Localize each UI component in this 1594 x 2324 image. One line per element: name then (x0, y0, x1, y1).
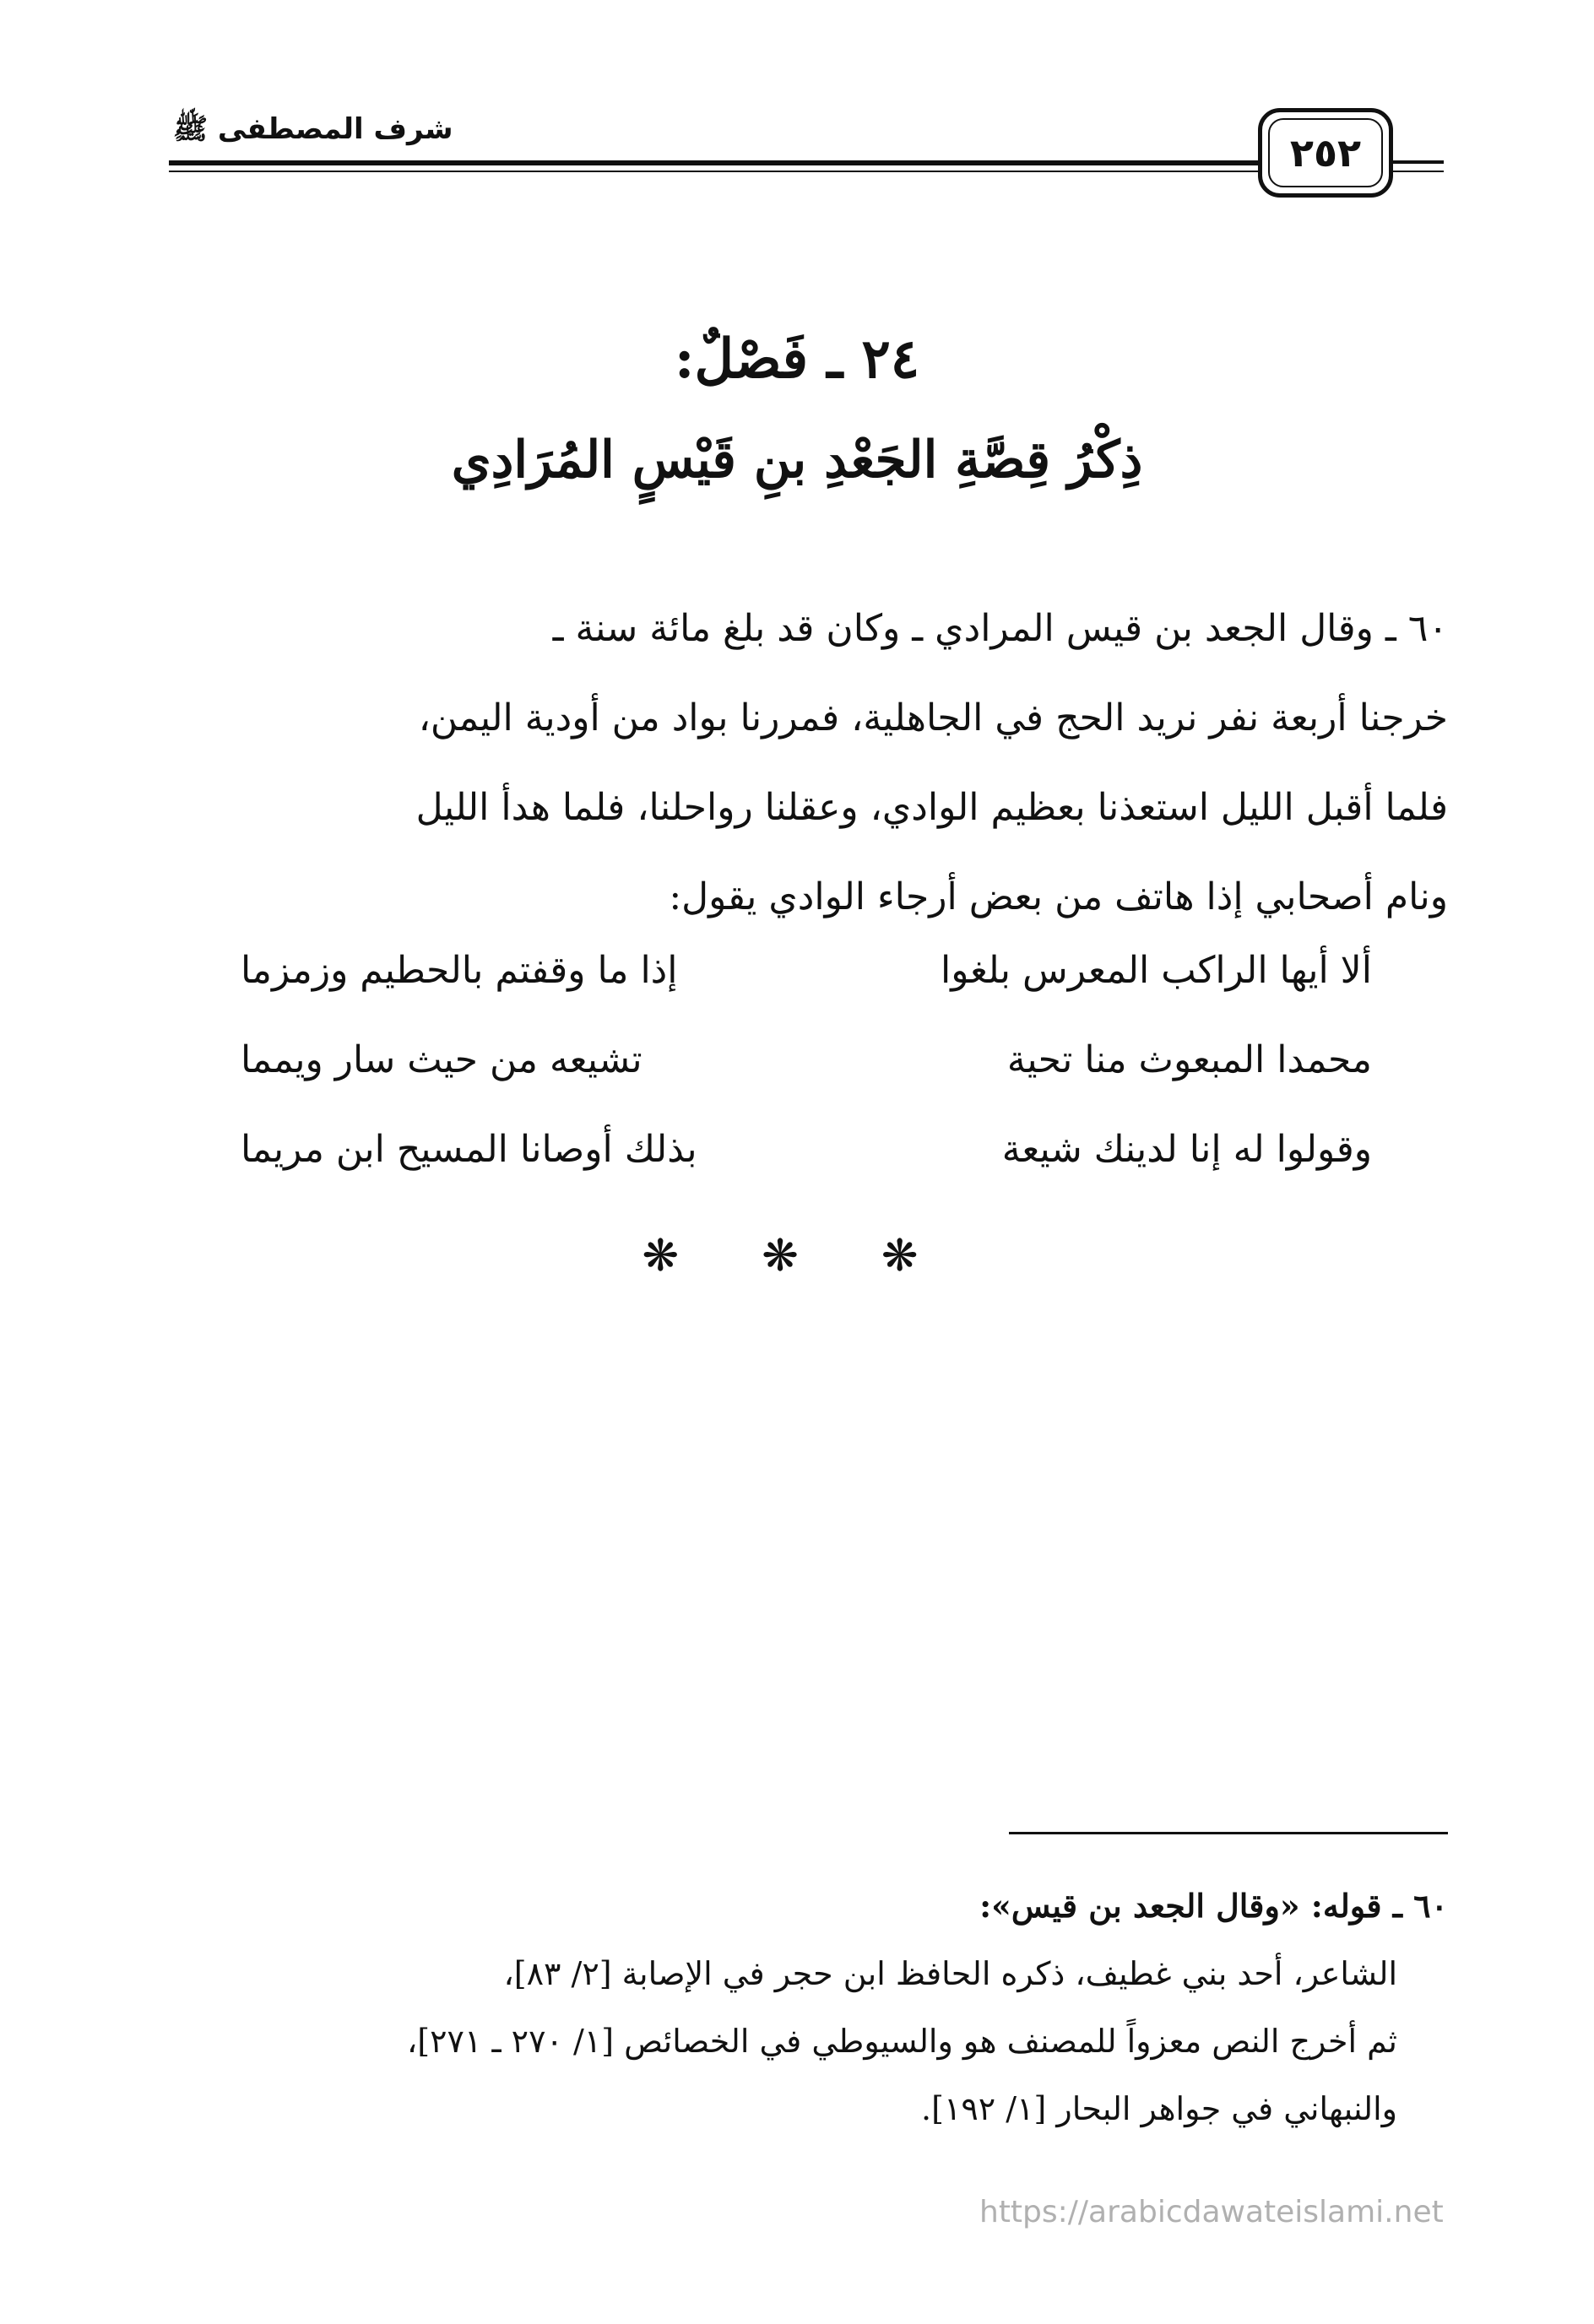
running-title: شرف المصطفى ﷺ (173, 112, 453, 146)
footnotes (160, 1872, 1448, 2143)
poem-first-hemistich: وقولوا له إنا لدينك شيعة (1001, 1127, 1372, 1171)
chapter-number-title: ٢٤ ـ فَصْلٌ: (674, 328, 920, 391)
poem-second-hemistich: بذلك أوصانا المسيح ابن مريما (241, 1127, 697, 1171)
footnote-line: ثم أخرج النص معزواً للمصنف هو والسيوطي في الخصائص [١/ ٢٧٠ ـ ٢٧١]، (407, 2023, 1397, 2060)
footnote-line: والنبهاني في جواهر البحار [١/ ١٩٢]. (921, 2090, 1397, 2127)
header-rule-thick (169, 160, 1258, 165)
poem-second-hemistich: تشيعه من حيث سار ويمما (241, 1037, 642, 1081)
watermark-url: https://arabicdawateislami.net (979, 2195, 1444, 2229)
body-paragraph (156, 584, 1448, 942)
poem-verse (241, 1104, 1372, 1194)
poem-verse (241, 1015, 1372, 1104)
footnote-heading: ٦٠ ـ قوله: «وقال الجعد بن قيس»: (979, 1887, 1448, 1925)
poem-second-hemistich: إذا ما وقفتم بالحطيم وزمزما (241, 948, 678, 992)
body-line: ٦٠ ـ وقال الجعد بن قيس المرادي ـ وكان قد بلغ مائة سنة ـ (552, 607, 1448, 650)
body-line: فلما أقبل الليل استعذنا بعظيم الوادي، وعقلنا رواحلنا، فلما هدأ الليل (415, 786, 1448, 829)
footnote-rule (1009, 1832, 1448, 1834)
poem (241, 925, 1372, 1194)
body-line: ونام أصحابي إذا هاتف من بعض أرجاء الوادي يقول: (669, 875, 1448, 918)
header-rule-right (1393, 160, 1444, 164)
poem-first-hemistich: محمدا المبعوث منا تحية (1006, 1037, 1372, 1081)
page-number: ٢٥٢ (1268, 118, 1383, 187)
poem-first-hemistich: ألا أيها الراكب المعرس بلغوا (941, 948, 1372, 992)
page-number-frame (1258, 108, 1393, 198)
body-line: خرجنا أربعة نفر نريد الحج في الجاهلية، فمررنا بواد من أودية اليمن، (418, 696, 1448, 739)
header-rule-right-thin (1393, 171, 1444, 172)
header-rule-thin (169, 171, 1258, 172)
section-separator: ❋ ❋ ❋ (642, 1231, 952, 1281)
poem-verse (241, 925, 1372, 1015)
footnote-line: الشاعر، أحد بني غطيف، ذكره الحافظ ابن حجر في الإصابة [٢/ ٨٣]، (503, 1955, 1397, 1992)
chapter-subtitle: ذِكْرُ قِصَّةِ الجَعْدِ بنِ قَيْسٍ المُرَادِي (451, 431, 1143, 490)
